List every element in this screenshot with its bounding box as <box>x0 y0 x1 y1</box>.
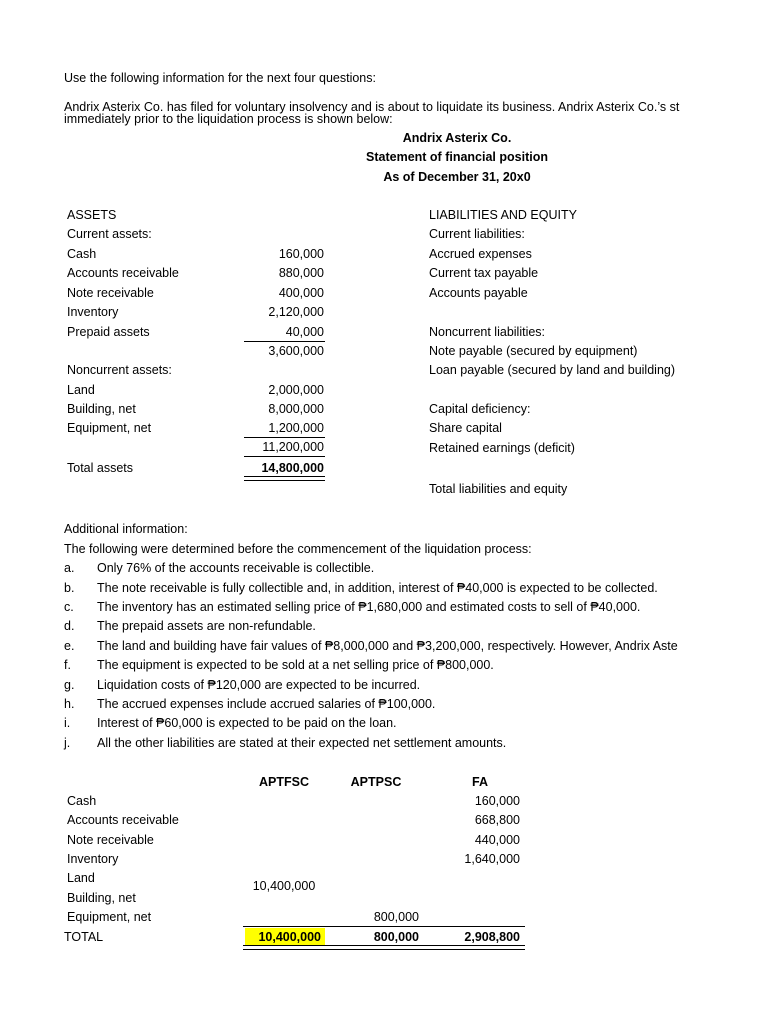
info-item-i: Interest of ₱60,000 is expected to be paid on the loan. <box>97 716 397 730</box>
column-header-aptfsc: APTFSC <box>259 775 309 789</box>
info-item-g: Liquidation costs of ₱120,000 are expected to be incurred. <box>97 678 421 692</box>
row-label-inventory: Inventory <box>67 852 119 866</box>
equity-retained-earnings: Retained earnings (deficit) <box>429 441 575 455</box>
info-item-e: The land and building have fair values of ₱8,000,000 and ₱3,200,000, respectively. However, Andrix Aste <box>97 639 678 653</box>
row-label-equipment: Equipment, net <box>67 910 152 924</box>
total-fa: 2,908,800 <box>464 930 520 944</box>
intro-paragraph-line-2: immediately prior to the liquidation process is shown below: <box>64 112 393 126</box>
current-assets-heading: Current assets: <box>67 227 152 241</box>
equity-share-capital: Share capital <box>429 421 502 435</box>
subtotal-rule <box>244 437 325 438</box>
info-letter: h. <box>64 697 75 711</box>
info-item-d: The prepaid assets are non-refundable. <box>97 619 316 633</box>
info-item-f: The equipment is expected to be sold at a net selling price of ₱800,000. <box>97 658 494 672</box>
liability-accounts-payable: Accounts payable <box>429 286 528 300</box>
statement-company: Andrix Asterix Co. <box>402 131 512 145</box>
asset-label-building: Building, net <box>67 402 136 416</box>
row-label-land: Land <box>67 871 95 885</box>
total-assets-value: 14,800,000 <box>261 461 324 475</box>
statement-date: As of December 31, 20x0 <box>383 170 531 184</box>
liability-current-tax-payable: Current tax payable <box>429 266 539 280</box>
liability-accrued-expenses: Accrued expenses <box>429 247 532 261</box>
liability-loan-payable: Loan payable (secured by land and building) <box>429 363 676 377</box>
asset-value-inventory: 2,120,000 <box>268 305 324 319</box>
subtotal-rule <box>244 341 325 342</box>
fa-value-cash: 160,000 <box>474 794 520 808</box>
total-aptpsc: 800,000 <box>373 930 419 944</box>
liabilities-heading: LIABILITIES AND EQUITY <box>429 208 577 222</box>
fa-value-inventory: 1,640,000 <box>464 852 520 866</box>
info-letter: c. <box>64 600 74 614</box>
statement-title: Statement of financial position <box>366 150 548 164</box>
assets-heading: ASSETS <box>67 208 117 222</box>
asset-value-equipment: 1,200,000 <box>268 421 324 435</box>
info-letter: b. <box>64 581 75 595</box>
info-letter: a. <box>64 561 75 575</box>
aptfsc-value-land-building: 10,400,000 <box>252 879 316 893</box>
info-letter: i. <box>64 716 71 730</box>
asset-value-prepaid-assets: 40,000 <box>285 325 324 339</box>
row-label-building: Building, net <box>67 891 136 905</box>
liability-note-payable: Note payable (secured by equipment) <box>429 344 638 358</box>
capital-deficiency-heading: Capital deficiency: <box>429 402 531 416</box>
noncurrent-assets-heading: Noncurrent assets: <box>67 363 172 377</box>
fa-value-note-receivable: 440,000 <box>474 833 520 847</box>
intro-text: Use the following information for the next four questions: <box>64 71 376 85</box>
noncurrent-assets-total: 11,200,000 <box>262 440 324 454</box>
info-item-a: Only 76% of the accounts receivable is collectible. <box>97 561 375 575</box>
asset-value-note-receivable: 400,000 <box>278 286 324 300</box>
info-item-c: The inventory has an estimated selling price of ₱1,680,000 and estimated costs to sell of ₱40,000. <box>97 600 641 614</box>
asset-value-accounts-receivable: 880,000 <box>278 266 324 280</box>
info-item-h: The accrued expenses include accrued salaries of ₱100,000. <box>97 697 436 711</box>
noncurrent-liabilities-heading: Noncurrent liabilities: <box>429 325 546 339</box>
column-header-aptpsc: APTPSC <box>350 775 402 789</box>
asset-label-prepaid-assets: Prepaid assets <box>67 325 150 339</box>
aptpsc-value-equipment: 800,000 <box>373 910 419 924</box>
asset-label-inventory: Inventory <box>67 305 119 319</box>
asset-label-note-receivable: Note receivable <box>67 286 154 300</box>
asset-label-land: Land <box>67 383 95 397</box>
row-label-accounts-receivable: Accounts receivable <box>67 813 179 827</box>
row-label-note-receivable: Note receivable <box>67 833 154 847</box>
asset-label-equipment: Equipment, net <box>67 421 152 435</box>
info-letter: g. <box>64 678 75 692</box>
asset-value-land: 2,000,000 <box>268 383 324 397</box>
subtotal-rule <box>244 456 325 457</box>
total-rule <box>243 926 525 927</box>
asset-label-accounts-receivable: Accounts receivable <box>67 266 179 280</box>
total-double-rule <box>244 476 325 481</box>
total-assets-label: Total assets <box>67 461 134 475</box>
total-row-label: TOTAL <box>64 930 104 944</box>
info-item-b: The note receivable is fully collectible and, in addition, interest of ₱40,000 is expected to be collected. <box>97 581 658 595</box>
current-assets-total: 3,600,000 <box>268 344 324 358</box>
total-double-rule <box>243 945 525 950</box>
asset-label-cash: Cash <box>67 247 97 261</box>
info-letter: f. <box>64 658 71 672</box>
fa-value-accounts-receivable: 668,800 <box>474 813 520 827</box>
info-letter: j. <box>64 736 71 750</box>
info-item-j: All the other liabilities are stated at their expected net settlement amounts. <box>97 736 507 750</box>
column-header-fa: FA <box>472 775 488 789</box>
info-letter: e. <box>64 639 75 653</box>
asset-value-cash: 160,000 <box>278 247 324 261</box>
total-aptfsc: 10,400,000 <box>258 930 321 944</box>
total-liabilities-equity-label: Total liabilities and equity <box>429 482 568 496</box>
intro-paragraph-line-1: Andrix Asterix Co. has filed for voluntary insolvency and is about to liquidate its business. Andrix Asterix Co.’s st <box>64 100 680 114</box>
row-label-cash: Cash <box>67 794 97 808</box>
current-liabilities-heading: Current liabilities: <box>429 227 525 241</box>
info-letter: d. <box>64 619 75 633</box>
additional-info-heading: Additional information: <box>64 522 188 536</box>
additional-info-intro: The following were determined before the commencement of the liquidation process: <box>64 542 532 556</box>
asset-value-building: 8,000,000 <box>268 402 324 416</box>
